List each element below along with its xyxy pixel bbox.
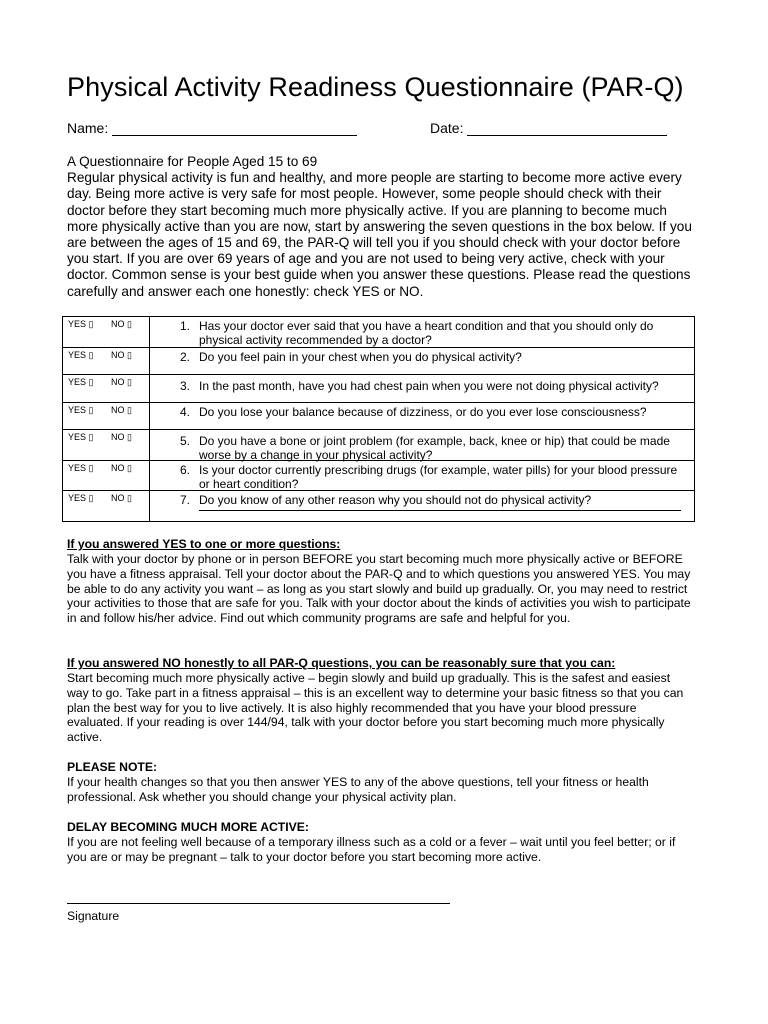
- question-number: 2.: [179, 350, 190, 364]
- question-row-5: [63, 430, 694, 461]
- question-text: Do you lose your balance because of dizziness, or do you ever lose consciousness?: [199, 405, 647, 419]
- no-section-body: Start becoming much more physically active – begin slowly and build up gradually. This is the safest and easiest way to go. Take part in a fitness appraisal – this is an excellent way to determine your basic fitness so that you can plan the best way for you to live actively. It is also highly recommended that you have your blood pressure evaluated. If your reading is over 144/94, talk with your doctor before you start becoming much more physically active.: [67, 671, 684, 745]
- question-text: Is your doctor currently prescribing drugs (for example, water pills) for your blood pressure or heart condition?: [199, 463, 678, 492]
- question-text: Do you know of any other reason why you should not do physical activity?: [199, 493, 592, 507]
- yes-checkbox[interactable]: YES ▯: [68, 377, 94, 387]
- questions-table: [62, 316, 695, 522]
- question-row-1: [63, 317, 694, 348]
- yes-section-body: Talk with your doctor by phone or in person BEFORE you start becoming much more physically active or BEFORE you have a fitness appraisal. Tell your doctor about the PAR-Q and to which questions you answered YES. You may be able to do any activity you want – as long as you start slowly and build up gradually. Or, you may need to restrict your activities to those that are safe for you. Talk with your doctor about the kinds of activities you wish to participate in and follow his/her advice. Find out which community programs are safe and helpful for you.: [67, 552, 691, 626]
- name-field: [67, 120, 357, 136]
- no-checkbox[interactable]: NO ▯: [111, 319, 132, 329]
- delay-section-body: If you are not feeling well because of a temporary illness such as a cold or a fever – wait until you feel better; or if you are or may be pregnant – talk to your doctor before you start becoming more active.: [67, 835, 676, 864]
- date-input-line[interactable]: [467, 121, 667, 136]
- yes-checkbox[interactable]: YES ▯: [68, 405, 94, 415]
- no-checkbox[interactable]: NO ▯: [111, 377, 132, 387]
- question-row-6: [63, 461, 694, 491]
- intro-heading: A Questionnaire for People Aged 15 to 69: [67, 154, 318, 169]
- question-text: In the past month, have you had chest pain when you were not doing physical activity?: [199, 379, 659, 393]
- no-checkbox[interactable]: NO ▯: [111, 405, 132, 415]
- question-row-2: [63, 348, 694, 375]
- question-row-7: [63, 491, 694, 522]
- note-section-body: If your health changes so that you then answer YES to any of the above questions, tell your fitness or health professional. Ask whether you should change your physical activity plan.: [67, 775, 649, 804]
- question-row-3: [63, 375, 694, 403]
- date-label: Date:: [430, 120, 464, 136]
- no-checkbox[interactable]: NO ▯: [111, 350, 132, 360]
- yes-checkbox[interactable]: YES ▯: [68, 463, 94, 473]
- question-number: 4.: [179, 405, 190, 419]
- question-text: Do you have a bone or joint problem (for example, back, knee or hip) that could be made worse by a change in your physical activity?: [199, 434, 670, 463]
- yes-checkbox[interactable]: YES ▯: [68, 432, 94, 442]
- date-field: [430, 120, 667, 136]
- question-number: 3.: [179, 379, 190, 393]
- no-checkbox[interactable]: NO ▯: [111, 493, 132, 503]
- question-number: 6.: [179, 463, 190, 477]
- question-row-4: [63, 403, 694, 430]
- note-section-heading: PLEASE NOTE:: [67, 760, 158, 774]
- yes-section-heading: If you answered YES to one or more questions:: [67, 537, 341, 551]
- question-text: Has your doctor ever said that you have a heart condition and that you should only do physical activity recommended by a doctor?: [199, 319, 654, 348]
- question-number: 1.: [179, 319, 190, 333]
- question-text: Do you feel pain in your chest when you do physical activity?: [199, 350, 522, 364]
- signature-line[interactable]: [67, 903, 450, 904]
- name-label: Name:: [67, 120, 109, 136]
- signature-label: Signature: [67, 909, 120, 923]
- intro-paragraph: [67, 154, 692, 300]
- other-reason-line[interactable]: [199, 510, 681, 511]
- delay-section-heading: DELAY BECOMING MUCH MORE ACTIVE:: [67, 820, 309, 834]
- no-checkbox[interactable]: NO ▯: [111, 432, 132, 442]
- intro-text: Regular physical activity is fun and healthy, and more people are starting to become more active every day. Being more active is very safe for most people. However, some people should check with their doctor before they start becoming much more physically active. If you are planning to become much more physically active than you are now, start by answering the seven questions in the box below. If you are between the ages of 15 and 69, the PAR-Q will tell you if you should check with your doctor before you start. If you are over 69 years of age and you are not used to being very active, check with your doctor. Common sense is your best guide when you answer these questions. Please read the questions carefully and answer each one honestly: check YES or NO.: [67, 170, 692, 299]
- yes-checkbox[interactable]: YES ▯: [68, 493, 94, 503]
- name-input-line[interactable]: [112, 121, 357, 136]
- no-checkbox[interactable]: NO ▯: [111, 463, 132, 473]
- question-number: 7.: [179, 493, 190, 507]
- yes-checkbox[interactable]: YES ▯: [68, 350, 94, 360]
- no-section-heading: If you answered NO honestly to all PAR-Q questions, you can be reasonably sure that you can:: [67, 656, 616, 670]
- question-number: 5.: [179, 434, 190, 448]
- yes-checkbox[interactable]: YES ▯: [68, 319, 94, 329]
- document-title: Physical Activity Readiness Questionnaire (PAR-Q): [67, 72, 684, 102]
